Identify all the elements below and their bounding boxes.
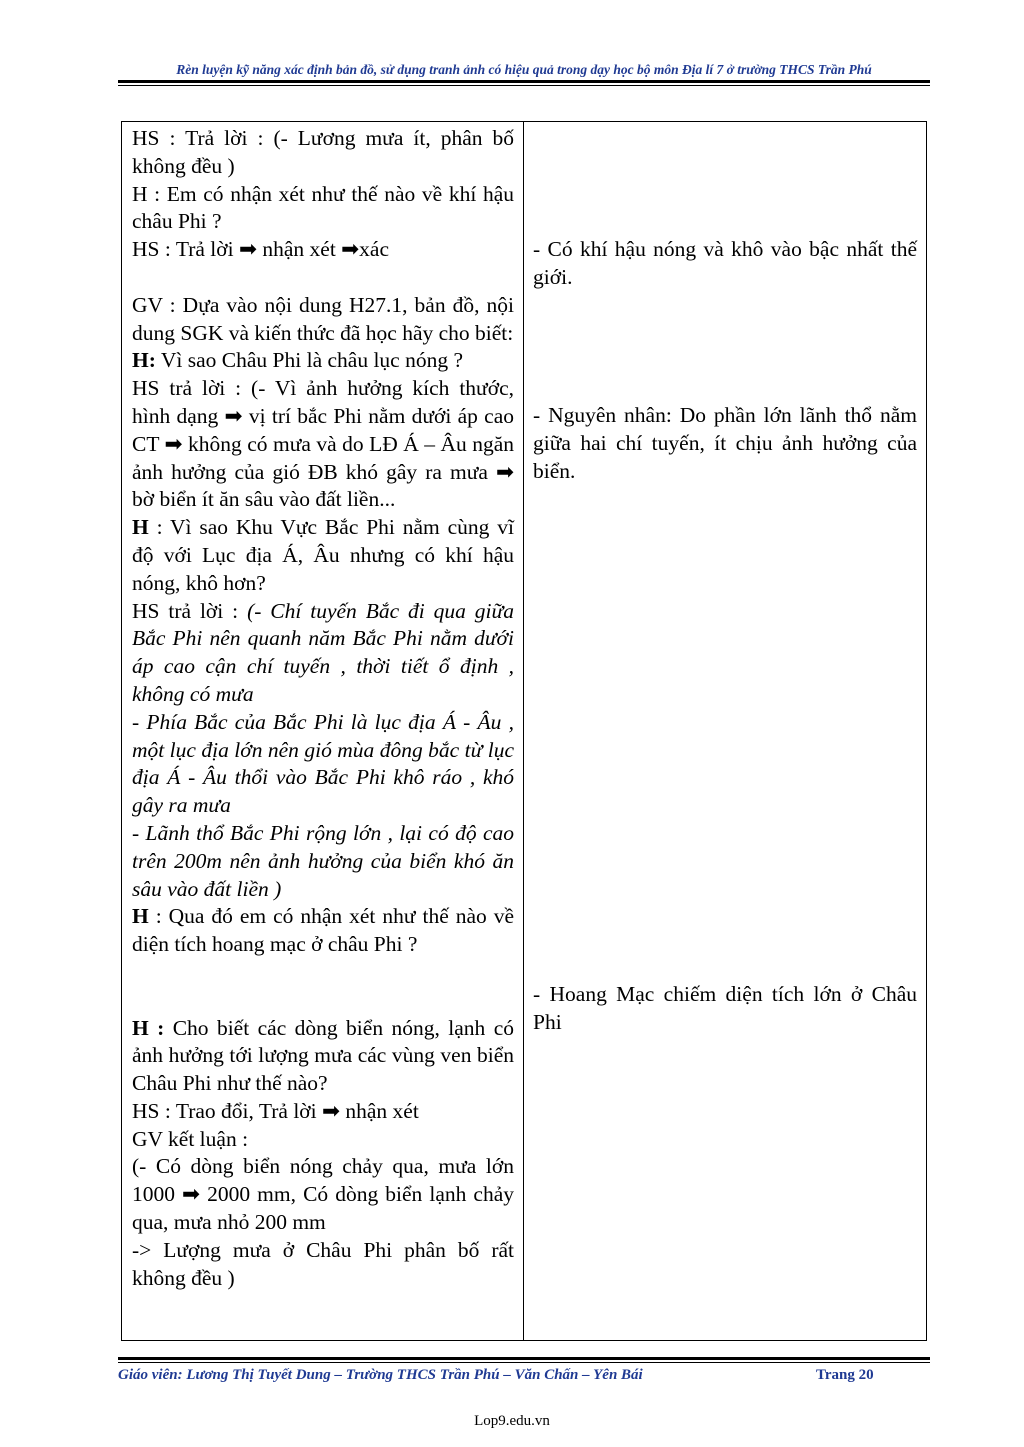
answer-4-point-3 — [132, 820, 514, 903]
content-desert: - Hoang Mạc chiếm diện tích lớn ở Châu Phi — [533, 982, 917, 1034]
question-label: H — [132, 515, 149, 540]
answer-text: - Phía Bắc của Bắc Phi là lục địa Á - Âu , một lục địa lớn nên gió mùa đông bắc từ lục địa Á - Âu thổi vào Bắc Phi khô ráo , khó gây ra mưa — [132, 709, 514, 818]
question-text: Vì sao Châu Phi là châu lục nóng ? — [155, 348, 464, 373]
lesson-table — [121, 121, 927, 1341]
lesson-content-column — [533, 122, 917, 1340]
page-number: Trang 20 — [816, 1367, 874, 1383]
answer-4 — [132, 598, 514, 709]
question-text: : Qua đó em có nhận xét như thế nào về diện tích hoang mạc ở châu Phi ? — [132, 904, 514, 957]
question-5 — [132, 1015, 514, 1098]
teacher-conclusion: (- Có dòng biển nóng chảy qua, mưa lớn 1000 ➡ 2000 mm, Có dòng biển lạnh chảy qua, mưa nhỏ 200 mm — [132, 1154, 514, 1235]
question-label: H : — [132, 1015, 165, 1040]
site-credit: Lop9.edu.vn — [474, 1413, 550, 1429]
answer-5: HS : Trao đổi, Trả lời ➡ nhận xét — [132, 1098, 419, 1123]
question-text: : Vì sao Khu Vực Bắc Phi nằm cùng vĩ độ với Lục địa Á, Âu nhưng có khí hậu nóng, khô hơn? — [132, 515, 514, 595]
question-1: H : Em có nhận xét như thế nào về khí hậu châu Phi ? — [132, 181, 514, 234]
spacer — [132, 959, 514, 987]
answer-prefix: HS trả lời : — [132, 598, 248, 623]
content-cause: - Nguyên nhân: Do phần lớn lãnh thổ nằm giữa hai chí tuyến, ít chịu ảnh hưởng của biển. — [533, 403, 917, 483]
teacher-instruction: GV : Dựa vào nội dung H27.1, bản đồ, nội dung SGK và kiến thức đã học hãy cho biết: — [132, 292, 514, 345]
teacher-conclusion-label: GV kết luận : — [132, 1126, 249, 1151]
teacher-conclusion-summary: -> Lượng mưa ở Châu Phi phân bố rất không đều ) — [132, 1237, 514, 1290]
content-climate: - Có khí hậu nóng và khô vào bậc nhất thế giới. — [533, 237, 917, 289]
answer-text: - Lãnh thổ Bắc Phi rộng lớn , lại có độ cao trên 200m nên ảnh hưởng của biển khó ăn sâu vào đất liền ) — [132, 820, 514, 901]
question-4 — [132, 903, 514, 959]
footer-rule — [118, 1357, 930, 1360]
spacer — [132, 987, 514, 1015]
footer-rule-thin — [118, 1362, 930, 1363]
footer-teacher: Giáo viên: Lương Thị Tuyết Dung – Trường THCS Trần Phú – Văn Chấn – Yên Bái — [118, 1367, 643, 1383]
answer-text: (- Chí tuyến Bắc đi qua giữa Bắc Phi nên quanh năm Bắc Phi nằm dưới áp cao cận chí tuyến , thời tiết ổ định , không có mưa — [132, 598, 515, 706]
question-2 — [132, 347, 514, 375]
answer-2: HS : Trả lời ➡ nhận xét ➡xác — [132, 237, 390, 262]
question-label: H — [132, 904, 149, 929]
column-divider — [523, 122, 524, 1340]
answer-3: HS trả lời : (- Vì ảnh hưởng kích thước, hình dạng ➡ vị trí bắc Phi nằm dưới áp cao CT ➡ không có mưa và do LĐ Á – Âu ngăn ảnh hưởng của gió ĐB khó gây ra mưa ➡ bờ biển ít ăn sâu vào đất liền... — [132, 376, 514, 512]
header-rule-thin — [118, 85, 930, 86]
spacer — [132, 264, 514, 292]
teacher-student-activity-column — [132, 125, 514, 1292]
header-rule — [118, 80, 930, 83]
question-3 — [132, 514, 514, 597]
answer-1: HS : Trả lời : (- Lương mưa ít, phân bố không đều ) — [132, 126, 514, 178]
question-text: Cho biết các dòng biển nóng, lạnh có ảnh hưởng tới lượng mưa các vùng ven biển Châu Phi như thế nào? — [132, 1015, 514, 1096]
question-label: H: — [132, 348, 156, 373]
page-header: Rèn luyện kỹ năng xác định bản đồ, sử dụng tranh ảnh có hiệu quả trong dạy học bộ môn Địa lí 7 ở trường THCS Trần Phú — [176, 62, 872, 77]
answer-4-point-2 — [132, 709, 514, 820]
